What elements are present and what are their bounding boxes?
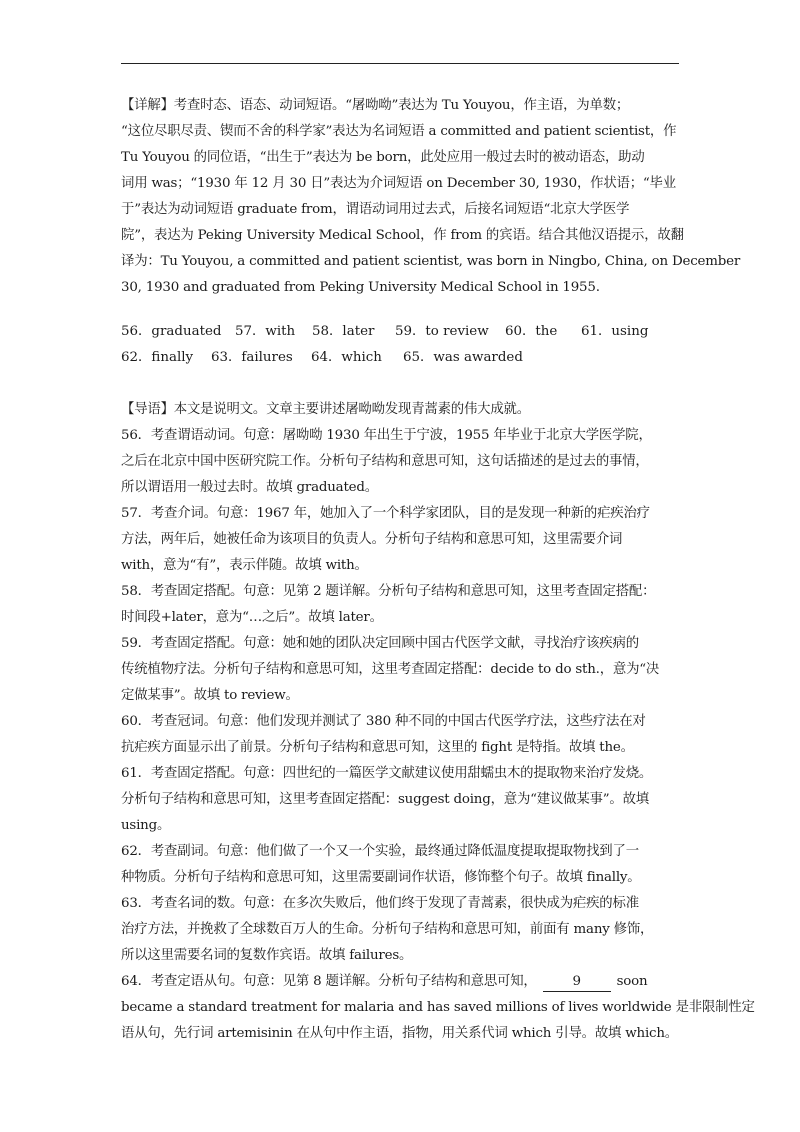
text-line: 方法，两年后，她被任命为该项目的负责人。分析句子结构和意思可知，这里需要介词 — [121, 532, 623, 547]
text-line: became a standard treatment for malaria and has saved millions of lives worldwide 是非限制性定 — [121, 1000, 755, 1015]
text-line: 58．考查固定搭配。句意：见第 2 题详解。分析句子结构和意思可知，这里考查固定搭配： — [121, 584, 656, 599]
text-line: 【详解】考查时态、语态、动词短语。“屠呦呦”表达为 Tu Youyou，作主语，为单数； — [121, 98, 630, 113]
answer-item: 60．the — [505, 324, 558, 339]
text-line: 分析句子结构和意思可知，这里考查固定搭配：suggest doing，意为“建议做某事”。故填 — [121, 792, 649, 807]
text-line: 语从句，先行词 artemisinin 在从句中作主语，指物，用关系代词 which 引导。故填 which。 — [121, 1026, 678, 1041]
answer-blank: 9 — [543, 973, 611, 992]
text-line: 【导语】本文是说明文。文章主要讲述屠呦呦发现青蒿素的伟大成就。 — [121, 402, 530, 417]
text-line: 63．考查名词的数。句意：在多次失败后，他们终于发现了青蒿素，很快成为疟疾的标准 — [121, 896, 639, 911]
text-line: 57．考查介词。句意：1967 年，她加入了一个科学家团队，目的是发现一种新的疟疾治疗 — [121, 506, 650, 521]
text-line: 时间段+later，意为“…之后”。故填 later。 — [121, 610, 383, 625]
text-line: 治疗方法，并挽救了全球数百万人的生命。分析句子结构和意思可知，前面有 many 修饰， — [121, 922, 654, 937]
text-line: 所以这里需要名词的复数作宾语。故填 failures。 — [121, 948, 413, 963]
answer-item: 64．which — [311, 350, 382, 365]
guide-paragraph — [121, 397, 755, 1047]
answer-row — [121, 345, 681, 371]
text-line: 传统植物疗法。分析句子结构和意思可知，这里考查固定搭配：decide to do sth.，意为“决 — [121, 662, 660, 677]
text-line: 定做某事”。故填 to review。 — [121, 688, 299, 703]
answer-item: 63．failures — [211, 350, 293, 365]
text-line: 62．考查副词。句意：他们做了一个又一个实验，最终通过降低温度提取提取物找到了一 — [121, 844, 639, 859]
text-line-with-blank — [121, 969, 681, 995]
text-line: 之后在北京中国中医研究院工作。分析句子结构和意思可知，这句话描述的是过去的事情， — [121, 454, 649, 469]
answer-item: 59．to review — [395, 324, 489, 339]
text-line: 所以谓语用一般过去时。故填 graduated。 — [121, 480, 378, 495]
text-line: 60．考查冠词。句意：他们发现并测试了 380 种不同的中国古代医学疗法，这些疗法在对 — [121, 714, 646, 729]
answer-item: 57．with — [235, 324, 296, 339]
answer-row — [121, 319, 681, 345]
explanation-paragraph — [121, 93, 741, 301]
answer-item: 56．graduated — [121, 324, 222, 339]
text-line: 30, 1930 and graduated from Peking University Medical School in 1955. — [121, 280, 600, 295]
text-line: 61．考查固定搭配。句意：四世纪的一篇医学文献建议使用甜蠕虫木的提取物来治疗发烧。 — [121, 766, 653, 781]
text-line: 译为：Tu Youyou, a committed and patient scientist, was born in Ningbo, China, on December — [121, 254, 741, 269]
text-line: 56．考查谓语动词。句意：屠呦呦 1930 年出生于宁波，1955 年毕业于北京大学医学院， — [121, 428, 652, 443]
text-line: 于”表达为动词短语 graduate from，谓语动词用过去式，后接名词短语“北京大学医学 — [121, 202, 630, 217]
text-line: 院”，表达为 Peking University Medical School，作 from 的宾语。结合其他汉语提示，故翻 — [121, 228, 684, 243]
answer-item: 65．was awarded — [403, 350, 523, 365]
text-line: 词用 was；“1930 年 12 月 30 日”表达为介词短语 on December 30, 1930，作状语；“毕业 — [121, 176, 676, 191]
answer-item: 62．finally — [121, 350, 194, 365]
text-line: 59．考查固定搭配。句意：她和她的团队决定回顾中国古代医学文献，寻找治疗该疾病的 — [121, 636, 639, 651]
answer-item: 61．using — [581, 324, 649, 339]
text-line: with，意为“有”，表示伴随。故填 with。 — [121, 558, 368, 573]
text-line: 种物质。分析句子结构和意思可知，这里需要副词作状语，修饰整个句子。故填 finally。 — [121, 870, 641, 885]
text-line: using。 — [121, 818, 171, 833]
text-line: 抗疟疾方面显示出了前景。分析句子结构和意思可知，这里的 fight 是特指。故填 the。 — [121, 740, 634, 755]
answer-item: 58．later — [312, 324, 375, 339]
line-suffix: soon — [616, 974, 648, 989]
header-rule — [121, 63, 679, 64]
line-prefix: 64．考查定语从句。句意：见第 8 题详解。分析句子结构和意思可知， — [121, 974, 537, 989]
text-line: “这位尽职尽责、锲而不舍的科学家”表达为名词短语 a committed and patient scientist，作 — [121, 124, 677, 139]
text-line: Tu Youyou 的同位语，“出生于”表达为 be born，此处应用一般过去时的被动语态，助动 — [121, 150, 645, 165]
